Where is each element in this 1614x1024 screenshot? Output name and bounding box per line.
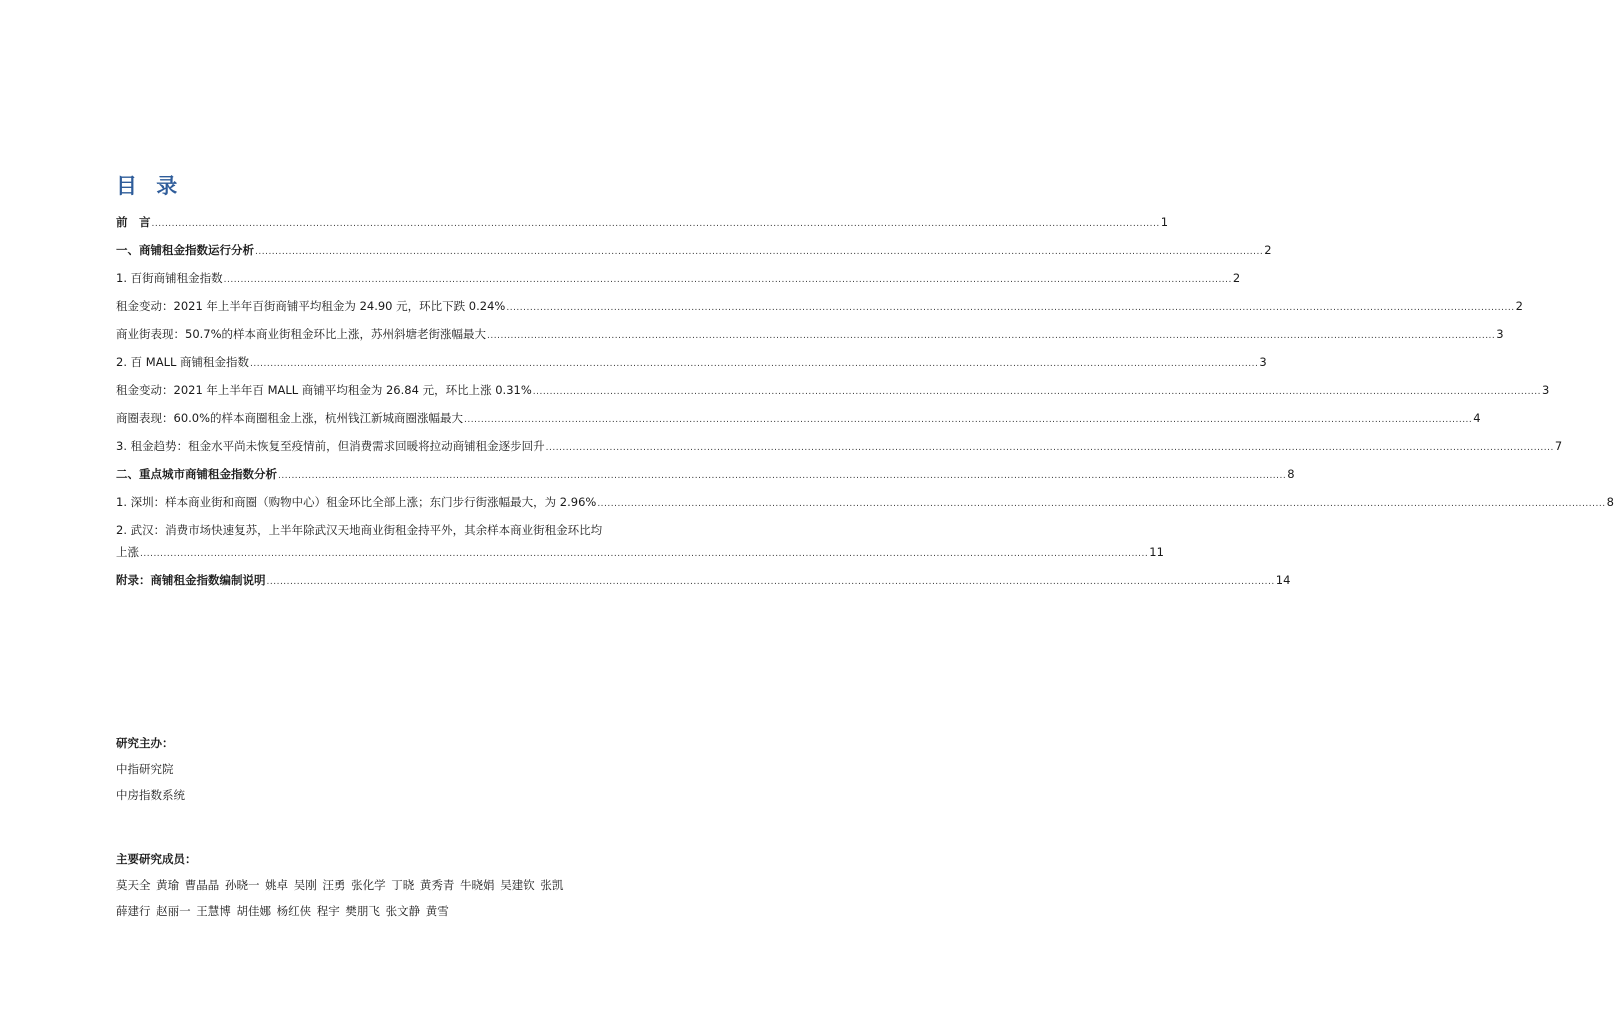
toc-page-number: 11 [1149,545,1164,559]
sponsor-org: 中指研究院 [116,762,174,776]
toc-entry-title: 1. 百街商铺租金指数 [116,271,223,285]
toc-page-number: 14 [1275,573,1291,587]
toc-page-number: 3 [1259,355,1267,369]
toc-page-number: 7 [1554,439,1563,453]
toc-entry-title: 1. 深圳：样本商业街和商圈（购物中心）租金环比全部上涨；东门步行街涨幅最大，为 2.96% [116,495,597,509]
toc-entry-title: 租金变动：2021 年上半年百 MALL 商铺平均租金为 26.84 元，环比上涨 0.31% [116,383,532,397]
toc-entry-title: 商圈表现：60.0%的样本商圈租金上涨，杭州钱江新城商圈涨幅最大 [116,411,464,425]
toc-entry-link[interactable] [116,462,1295,490]
toc-leader-dots: ............................................................................................................................................................................................................................................................................................................ [140,549,1149,559]
toc-entry-title: 2. 武汉：消费市场快速复苏，上半年除武汉天地商业街租金持平外，其余样本商业街租金环比均 [116,523,603,537]
members-line: 薛建行 赵丽一 王慧博 胡佳娜 杨红侠 程宇 樊朋飞 张文静 黄雪 [116,904,449,918]
toc-entry-link[interactable] [116,350,1267,378]
toc-entry-link[interactable] [116,434,1563,462]
toc-entry-link[interactable] [116,238,1272,266]
sponsor-heading: 研究主办： [116,736,174,750]
toc-leader-dots: ............................................................................................................................................................................................................................................................................................................ [545,443,1554,453]
members-line: 莫天全 黄瑜 曹晶晶 孙晓一 姚卓 吴刚 汪勇 张化学 丁晓 黄秀青 牛晓娟 吴建钦 张凯 [116,878,564,892]
toc-entry-title: 商业街表现：50.7%的样本商业街租金环比上涨，苏州斜塘老街涨幅最大 [116,327,487,341]
toc-title: 目 录 [116,174,184,198]
toc-page-number: 2 [1515,299,1523,313]
toc-page-number: 2 [1264,243,1272,257]
toc-leader-dots: ............................................................................................................................................................................................................................................................................................................ [255,247,1264,257]
toc-entry-title: 2. 百 MALL 商铺租金指数 [116,355,250,369]
toc-leader-dots: ............................................................................................................................................................................................................................................................................................................ [223,275,1232,285]
toc-entry-title: 附录：商铺租金指数编制说明 [116,573,266,587]
toc-leader-dots: ............................................................................................................................................................................................................................................................................................................ [532,387,1542,397]
toc-entry-link[interactable] [116,490,1614,518]
toc-page-number: 4 [1473,411,1481,425]
toc-entry-title: 上涨 [116,545,139,559]
toc-entry-link[interactable] [116,518,640,540]
toc-entry-title: 一、商铺租金指数运行分析 [116,243,254,257]
toc-leader-dots: ............................................................................................................................................................................................................................................................................................................ [151,219,1160,229]
toc-page-number: 8 [1287,467,1295,481]
toc-entry-title: 前 言 [116,215,151,229]
toc-leader-dots: ............................................................................................................................................................................................................................................................................................................ [278,471,1287,481]
sponsor-section [116,730,185,808]
toc-entry-title: 租金变动：2021 年上半年百街商铺平均租金为 24.90 元，环比下跌 0.24% [116,299,506,313]
toc-leader-dots: ............................................................................................................................................................................................................................................................................................................ [487,331,1496,341]
toc-entry-link[interactable] [116,210,1169,238]
toc-entry-title: 3. 租金趋势：租金水平尚未恢复至疫情前，但消费需求回暖将拉动商铺租金逐步回升 [116,439,545,453]
toc-leader-dots: ............................................................................................................................................................................................................................................................................................................ [597,499,1606,509]
toc-leader-dots: ............................................................................................................................................................................................................................................................................................................ [464,415,1473,425]
toc-page-number: 2 [1232,271,1241,285]
toc-entry-link[interactable] [116,406,1481,434]
table-of-contents [116,210,1614,596]
toc-entry-link[interactable] [116,540,1164,568]
toc-page-number: 8 [1606,495,1614,509]
toc-leader-dots: ............................................................................................................................................................................................................................................................................................................ [250,359,1259,369]
toc-entry-link[interactable] [116,266,1241,294]
toc-leader-dots: ............................................................................................................................................................................................................................................................................................................ [266,577,1275,587]
toc-entry-link[interactable] [116,322,1504,350]
members-section [116,846,563,924]
toc-entry-link[interactable] [116,378,1550,406]
toc-leader-dots: ............................................................................................................................................................................................................................................................................................................ [506,303,1515,313]
toc-page-number: 3 [1496,327,1504,341]
sponsor-org: 中房指数系统 [116,788,185,802]
members-heading: 主要研究成员： [116,852,197,866]
toc-entry-link[interactable] [116,568,1291,596]
toc-entry-title: 二、重点城市商铺租金指数分析 [116,467,277,481]
toc-entry-link[interactable] [116,294,1523,322]
toc-page-number: 1 [1160,215,1169,229]
toc-page-number: 3 [1542,383,1550,397]
